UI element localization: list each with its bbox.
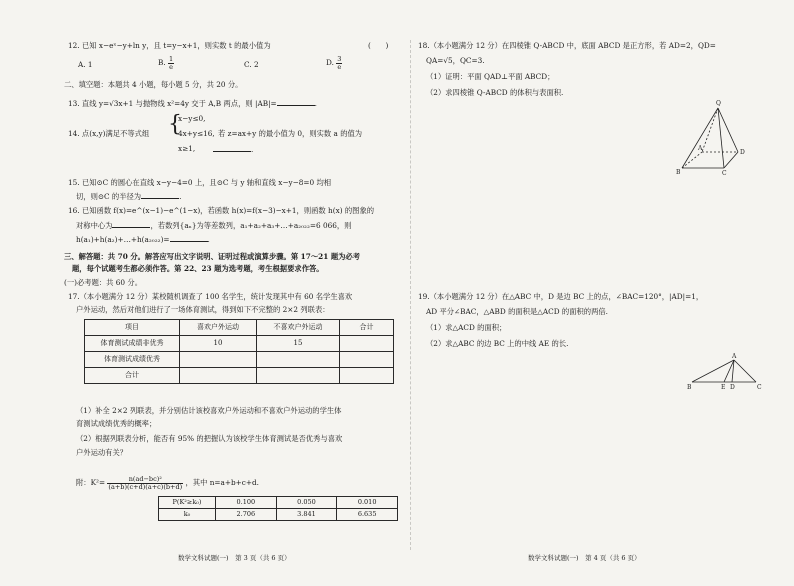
q16-line-2: 对称中心为 ，若数列{aₙ}为等差数列，a₁+a₂+a₃+…+a₂₀₂₂=6 066，则 — [76, 221, 352, 230]
pyramid-label-b: B — [676, 169, 681, 176]
q18-part-2: （2）求四棱锥 Q-ABCD 的体积与表面积. — [426, 88, 564, 97]
q14-post: 若 z=ax+y 的最小值为 0，则实数 a 的值为 — [218, 129, 363, 138]
q19-part-1: （1）求△ACD 的面积； — [426, 323, 507, 332]
section-2-heading: 二、填空题：本题共 4 小题，每小题 5 分，共 20 分。 — [64, 80, 243, 89]
table-row: 体育测试成绩非优秀 10 15 — [85, 336, 394, 352]
k-squared-formula: 附：K²= $\frac{\text{n(ad−bc)²}}{(a+b)(c+d)(a+c)(b+d)}$ ，其中 n=a+b+c+d. — [76, 475, 259, 491]
q17-part-1-a: （1）补全 2×2 列联表，并分别估计该校喜欢户外运动和不喜欢户外运动的学生体 — [76, 406, 342, 415]
q18-line-1: 18.（本小题满分 12 分）在四棱锥 Q-ABCD 中，底面 ABCD 是正方形，若 AD=2，QD= — [418, 41, 716, 50]
triangle-figure — [686, 352, 766, 392]
q15-line-1: 15. 已知⊙C 的圆心在直线 x−y−4=0 上，且⊙C 与 y 轴和直线 x−y−8=0 均相 — [68, 178, 332, 187]
q14-sys-2: 4x+y≤16, — [178, 129, 215, 138]
q17-line-1: 17.（本小题满分 12 分）某校随机调查了 100 名学生，统计发现其中有 60 名学生喜欢 — [68, 292, 353, 301]
q12-option-d: D. $\frac{3}{e}$ — [326, 55, 342, 71]
q12-stem: 12. 已知 x−eˣ−y+ln y，且 t=y−x+1，则实数 t 的最小值为 — [68, 41, 271, 50]
q12-answer-paren: ( ) — [368, 41, 389, 50]
q18-line-2: QA=√5，QC=3. — [426, 56, 485, 65]
q17-part-1-b: 育测试成绩优秀的概率； — [76, 419, 157, 428]
pyramid-figure — [672, 96, 762, 176]
q14-sys-3: x≥1, — [178, 144, 196, 153]
triangle-label-d: D — [730, 384, 735, 391]
triangle-label-e: E — [721, 384, 726, 391]
pyramid-label-a: A — [698, 145, 703, 152]
triangle-label-b: B — [687, 384, 692, 391]
critical-value-table — [158, 496, 398, 521]
q12-option-c: C. 2 — [244, 60, 259, 69]
section-3-line-1: 三、解答题：共 70 分。解答应写出文字说明、证明过程或演算步骤。第 17～21 题为必考 — [64, 252, 361, 261]
q18-part-1: （1）证明：平面 QAD⊥平面 ABCD； — [426, 72, 555, 81]
q13-text: 13. 直线 y=√3x+1 与抛物线 x²=4y 交于 A,B 两点，则 |AB|= . — [68, 99, 317, 108]
q16-line-3: h(a₁)+h(a₂)+…+h(a₂₀₂₂)= . — [76, 235, 210, 244]
q17-line-2: 户外运动，然后对他们进行了一场体育测试，得到如下不完整的 2×2 列联表： — [76, 305, 330, 314]
table-row: 合计 — [85, 368, 394, 384]
triangle-label-c: C — [757, 384, 762, 391]
q19-line-2: AD 平分∠BAC，△ABD 的面积是△ACD 的面积的两倍. — [426, 307, 608, 316]
column-divider — [410, 40, 411, 550]
triangle-label-a: A — [732, 353, 737, 360]
q15-line-2: 切，则⊙C 的半径为 . — [76, 192, 182, 201]
q17-part-2-a: （2）根据列联表分析，能否有 95% 的把握认为该校学生体育测试是否优秀与喜欢 — [76, 434, 343, 443]
q16-line-1: 16. 已知函数 f(x)=e^(x−1)−e^(1−x)，若函数 h(x)=f(x−3)−x+1，则函数 h(x) 的图象的 — [68, 206, 375, 215]
q14-pre: 14. 点(x,y)满足不等式组 — [68, 129, 150, 138]
q14-sys-1: x−y≤0, — [178, 114, 206, 123]
pyramid-label-c: C — [722, 170, 727, 176]
mandatory-heading: (一)必考题：共 60 分。 — [64, 278, 142, 287]
q14-blank: . — [213, 144, 253, 155]
q19-line-1: 19.（本小题满分 12 分）在△ABC 中，D 是边 BC 上的点，∠BAC=120°，|AD|=1， — [418, 292, 704, 301]
left-page-footer: 数学文科试题(一) 第 3 页（共 6 页） — [178, 554, 291, 562]
pyramid-label-d: D — [740, 149, 745, 156]
q17-part-2-b: 户外运动有关？ — [76, 448, 128, 457]
q12-option-a: A. 1 — [78, 60, 93, 69]
q19-part-2: （2）求△ABC 的边 BC 上的中线 AE 的长. — [426, 339, 569, 348]
table-row: 项目 喜欢户外运动 不喜欢户外运动 合计 — [85, 320, 394, 336]
q12-option-b: B. $\frac{1}{e}$ — [158, 55, 174, 71]
contingency-table — [84, 319, 394, 384]
right-page-footer: 数学文科试题(一) 第 4 页（共 6 页） — [528, 554, 641, 562]
table-row: k₀ 2.706 3.841 6.635 — [159, 509, 398, 521]
table-row: P(K²≥k₀) 0.100 0.050 0.010 — [159, 497, 398, 509]
table-row: 体育测试成绩优秀 — [85, 352, 394, 368]
section-3-line-2: 题，每个试题考生都必须作答。第 22、23 题为选考题，考生根据要求作答。 — [72, 264, 324, 273]
q14-brace: { — [168, 112, 182, 137]
pyramid-label-q: Q — [716, 100, 721, 107]
